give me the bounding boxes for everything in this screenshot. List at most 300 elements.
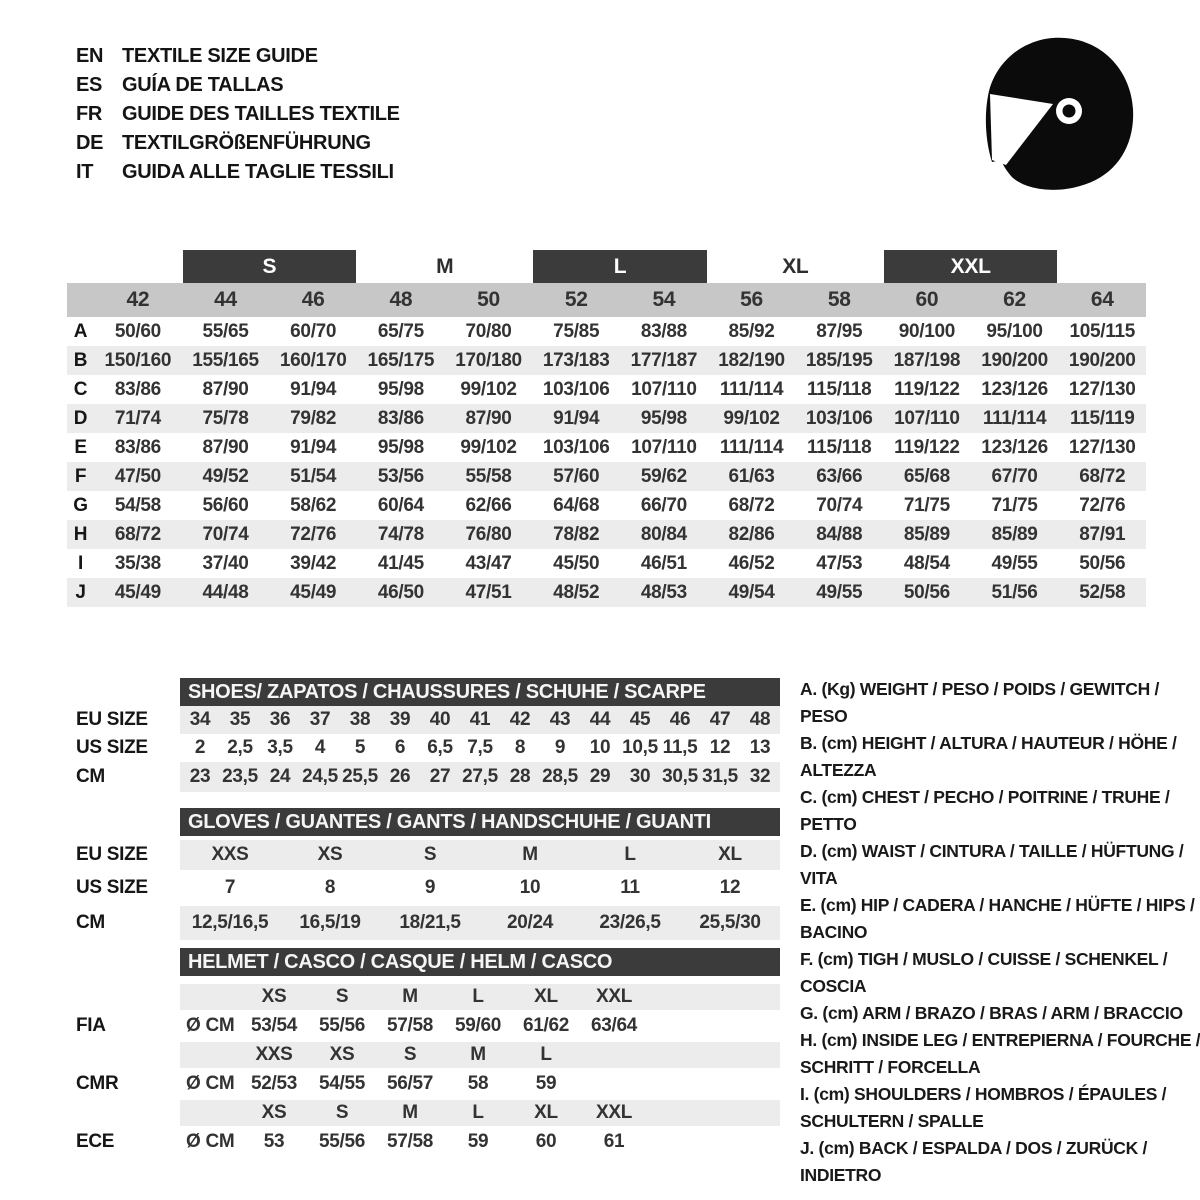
size-value: 107/110 (631, 378, 697, 400)
row-letter: C (73, 378, 88, 400)
size-value: 76/80 (465, 523, 512, 545)
size-value: 43/47 (465, 552, 512, 574)
legend-item: B. (cm) HEIGHT / ALTURA / HAUTEUR / HÖHE / ALTEZZA (800, 733, 1177, 780)
row-label: US SIZE (76, 737, 148, 758)
size-value: 52/53 (250, 1073, 298, 1094)
row-letter: H (73, 523, 88, 545)
size-value: 50/60 (114, 320, 161, 342)
legend-item: J. (cm) BACK / ESPALDA / DOS / ZURÜCK / INDIETRO (800, 1138, 1148, 1185)
size-value: 48 (749, 709, 771, 730)
size-value: 111/114 (719, 378, 784, 400)
size-value: 8 (514, 737, 526, 758)
size-value: 99/102 (460, 436, 517, 458)
size-value: 28 (509, 766, 531, 787)
size-value: 3,5 (267, 737, 293, 758)
size-value: 37 (309, 709, 331, 730)
size-value: 42 (509, 709, 531, 730)
size-value: 59/60 (454, 1015, 502, 1036)
language-code: IT (76, 161, 94, 183)
size-value: 78/82 (553, 523, 600, 545)
size-group-xl: XL (782, 254, 809, 278)
helmet-size-header: XS (261, 986, 287, 1007)
racing-helmet-icon (975, 33, 1140, 198)
language-code: FR (76, 103, 103, 125)
measurement-legend (800, 676, 1200, 1189)
size-value: 9 (554, 737, 566, 758)
language-code: DE (76, 132, 104, 154)
size-value: 70/74 (202, 523, 249, 545)
size-value: 115/119 (1069, 407, 1135, 429)
size-value: 95/98 (377, 436, 424, 458)
size-value: 60/64 (377, 494, 424, 516)
size-value: M (522, 844, 538, 865)
size-value: 41 (469, 709, 491, 730)
size-value: 87/91 (1079, 523, 1126, 545)
size-value: 49/52 (202, 465, 249, 487)
size-number-header-row (67, 283, 1146, 317)
size-value: 25,5/30 (699, 912, 761, 933)
size-group-m: M (436, 254, 454, 278)
size-value: 63/64 (590, 1015, 638, 1036)
size-group-xxl: XXL (884, 250, 1057, 283)
size-value: 61/62 (522, 1015, 570, 1036)
size-value: 27,5 (462, 766, 498, 787)
size-value: 18/21,5 (399, 912, 461, 933)
size-value: 74/78 (377, 523, 424, 545)
size-value: 185/195 (805, 349, 873, 371)
size-value: 29 (589, 766, 611, 787)
size-value: 80/84 (640, 523, 687, 545)
row-label: CM (76, 912, 105, 933)
standard-label: FIA (76, 1015, 106, 1036)
size-value: 115/118 (806, 378, 872, 400)
size-value: 7 (224, 877, 236, 898)
legend-item: E. (cm) HIP / CADERA / HANCHE / HÜFTE / HIPS / BACINO (800, 895, 1195, 942)
size-value: 64/68 (553, 494, 600, 516)
size-value: 57/58 (386, 1015, 434, 1036)
size-value: 68/72 (728, 494, 775, 516)
size-value: 72/76 (290, 523, 337, 545)
helmet-size-header: M (402, 986, 418, 1007)
size-value: 56/57 (386, 1073, 434, 1094)
size-value: 150/160 (104, 349, 172, 371)
row-letter: G (73, 494, 88, 516)
helmet-size-header-row (76, 1042, 786, 1068)
size-value: 87/90 (202, 436, 249, 458)
size-value: 95/98 (377, 378, 424, 400)
size-value: 70/74 (816, 494, 863, 516)
size-value: 25,5 (342, 766, 378, 787)
size-value: 85/89 (903, 523, 950, 545)
language-row (76, 129, 400, 158)
measurement-rows (67, 317, 1146, 607)
size-column-header: 46 (301, 288, 325, 311)
size-value: 8 (324, 877, 336, 898)
measurement-row (67, 549, 1146, 578)
size-value: 91/94 (553, 407, 600, 429)
language-code: EN (76, 45, 104, 67)
language-row (76, 158, 400, 187)
size-value: 91/94 (290, 378, 337, 400)
size-value: 10 (519, 877, 541, 898)
legend-item: I. (cm) SHOULDERS / HOMBROS / ÉPAULES / SCHULTERN / SPALLE (800, 1084, 1167, 1131)
size-value: 7,5 (467, 737, 493, 758)
size-value: XL (718, 844, 742, 865)
size-value: 59 (467, 1131, 489, 1152)
size-value: 57/58 (386, 1131, 434, 1152)
size-value: 60 (535, 1131, 557, 1152)
size-value: 59/62 (640, 465, 687, 487)
size-value: 50/56 (1079, 552, 1126, 574)
clothing-size-table (67, 250, 1146, 607)
size-value: 68/72 (114, 523, 161, 545)
gloves-rows (76, 840, 786, 940)
helmet-section (76, 948, 786, 1158)
language-title-list (76, 42, 400, 187)
size-value: 54/55 (318, 1073, 366, 1094)
size-value: 12 (709, 737, 731, 758)
size-value: 45 (629, 709, 651, 730)
helmet-size-header: L (540, 1044, 552, 1065)
measurement-row (67, 462, 1146, 491)
unit-label: Ø CM (186, 1073, 235, 1094)
size-value: 35/38 (114, 552, 161, 574)
size-value: 23/26,5 (599, 912, 661, 933)
size-value: 111/114 (719, 436, 784, 458)
legend-item: A. (Kg) WEIGHT / PESO / POIDS / GEWITCH / PESO (800, 679, 1160, 726)
size-value: 79/82 (290, 407, 337, 429)
standard-label: ECE (76, 1131, 115, 1152)
size-value: 46/51 (640, 552, 687, 574)
size-value: 107/110 (631, 436, 697, 458)
helmet-value-row (76, 1068, 786, 1100)
size-value: 51/54 (290, 465, 337, 487)
size-value: XS (317, 844, 343, 865)
size-value: 47/50 (114, 465, 161, 487)
row-label: EU SIZE (76, 844, 148, 865)
size-value: 99/102 (460, 378, 517, 400)
size-value: 23,5 (222, 766, 258, 787)
size-value: 53 (263, 1131, 285, 1152)
size-value: 123/126 (981, 378, 1048, 400)
size-value: 103/106 (805, 407, 873, 429)
size-value: 37/40 (202, 552, 249, 574)
row-letter: F (74, 465, 87, 487)
size-value: 91/94 (290, 436, 337, 458)
measurement-row (67, 404, 1146, 433)
size-value: 75/85 (553, 320, 600, 342)
size-value: 6 (394, 737, 406, 758)
size-value: 61 (603, 1131, 625, 1152)
size-value: 127/130 (1068, 378, 1136, 400)
size-value: 187/198 (893, 349, 961, 371)
size-value: 51/56 (991, 581, 1038, 603)
measurement-row (67, 433, 1146, 462)
size-value: 75/78 (202, 407, 249, 429)
size-value: 87/90 (465, 407, 512, 429)
row-letter: D (73, 407, 88, 429)
size-value: 63/66 (816, 465, 863, 487)
size-value: 54/58 (114, 494, 161, 516)
size-value: 177/187 (630, 349, 698, 371)
measurement-row (67, 375, 1146, 404)
size-value: 95/100 (986, 320, 1043, 342)
size-column-header: 62 (1003, 288, 1026, 311)
size-value: 2,5 (227, 737, 253, 758)
size-value: S (423, 844, 437, 865)
language-row (76, 71, 400, 100)
legend-item: H. (cm) INSIDE LEG / ENTREPIERNA / FOURCHE / SCHRITT / FORCELLA (800, 1030, 1200, 1077)
helmet-size-header-row (76, 984, 786, 1010)
size-value: 71/75 (903, 494, 950, 516)
helmet-rows (76, 984, 786, 1158)
size-value: 170/180 (455, 349, 522, 371)
size-value: 46/50 (377, 581, 424, 603)
row-band (180, 1100, 780, 1126)
visor-pivot-dot (1063, 105, 1076, 118)
shoes-row (76, 762, 786, 792)
size-value: 55/56 (318, 1131, 366, 1152)
standard-label: CMR (76, 1073, 119, 1094)
size-value: 53/56 (377, 465, 424, 487)
helmet-size-header: S (403, 1044, 417, 1065)
size-column-header: 42 (126, 288, 150, 311)
size-value: 71/75 (991, 494, 1038, 516)
size-value: 41/45 (377, 552, 424, 574)
shoes-row (76, 734, 786, 762)
size-value: 11,5 (662, 737, 698, 758)
helmet-size-header: XL (534, 1102, 558, 1123)
size-value: 111/114 (982, 407, 1047, 429)
unit-label: Ø CM (186, 1015, 235, 1036)
size-value: 65/75 (377, 320, 424, 342)
row-band (180, 762, 780, 792)
gloves-title-bar: GLOVES / GUANTES / GANTS / HANDSCHUHE / GUANTI (180, 808, 780, 836)
size-value: 49/55 (816, 581, 863, 603)
shoes-row (76, 706, 786, 734)
size-value: 83/86 (377, 407, 424, 429)
row-label: EU SIZE (76, 709, 148, 730)
size-value: 190/200 (981, 349, 1048, 371)
size-value: 56/60 (202, 494, 249, 516)
size-value: 48/54 (903, 552, 950, 574)
row-label: US SIZE (76, 877, 148, 898)
helmet-size-header: L (472, 986, 484, 1007)
size-value: 87/95 (816, 320, 863, 342)
size-value: 119/122 (894, 378, 960, 400)
size-column-header: 44 (214, 288, 237, 311)
measurement-row (67, 578, 1146, 607)
size-value: 103/106 (542, 436, 610, 458)
size-value: 84/88 (816, 523, 863, 545)
size-value: 65/68 (903, 465, 950, 487)
size-value: 13 (749, 737, 771, 758)
size-value: 165/175 (367, 349, 435, 371)
size-value: 61/63 (728, 465, 775, 487)
shoes-section (76, 678, 786, 792)
shoes-rows (76, 706, 786, 792)
size-value: 115/118 (806, 436, 872, 458)
size-value: 68/72 (1079, 465, 1126, 487)
size-value: 45/49 (290, 581, 337, 603)
size-value: 62/66 (465, 494, 512, 516)
size-value: 24,5 (302, 766, 338, 787)
size-value: 6,5 (427, 737, 453, 758)
row-letter: A (73, 320, 88, 342)
size-value: 43 (549, 709, 571, 730)
size-value: 59 (535, 1073, 557, 1094)
size-value: 70/80 (465, 320, 512, 342)
size-value: 47/51 (465, 581, 512, 603)
row-band (180, 840, 780, 870)
size-value: 32 (749, 766, 771, 787)
size-value: 44/48 (202, 581, 249, 603)
size-value: 85/92 (728, 320, 775, 342)
size-value: 20/24 (506, 912, 554, 933)
gloves-section (76, 808, 786, 940)
row-band (180, 906, 780, 940)
row-letter: I (78, 552, 83, 574)
measurement-row (67, 317, 1146, 346)
size-value: 10 (589, 737, 611, 758)
language-row (76, 100, 400, 129)
gloves-row (76, 840, 786, 870)
size-value: 58/62 (290, 494, 337, 516)
size-value: 160/170 (279, 349, 347, 371)
size-value: 83/88 (640, 320, 687, 342)
size-value: 105/115 (1069, 320, 1135, 342)
helmet-value-row (76, 1010, 786, 1042)
size-value: 87/90 (202, 378, 249, 400)
helmet-size-header: XXL (595, 986, 633, 1007)
size-value: 35 (229, 709, 251, 730)
size-value: 127/130 (1068, 436, 1136, 458)
size-value: 55/58 (465, 465, 512, 487)
legend-item: F. (cm) TIGH / MUSLO / CUISSE / SCHENKEL / COSCIA (800, 949, 1168, 996)
size-value: 44 (589, 709, 611, 730)
size-value: 27 (429, 766, 451, 787)
size-value: 46/52 (728, 552, 775, 574)
size-value: 50/56 (903, 581, 950, 603)
row-letter: E (74, 436, 87, 458)
size-value: 12,5/16,5 (191, 912, 269, 933)
legend-item: C. (cm) CHEST / PECHO / POITRINE / TRUHE / PETTO (800, 787, 1170, 834)
row-band (180, 1068, 780, 1100)
size-value: 30 (629, 766, 651, 787)
row-band (180, 1010, 780, 1042)
size-value: 4 (314, 737, 326, 758)
size-value: L (624, 844, 636, 865)
size-value: 53/54 (250, 1015, 298, 1036)
size-column-header: 58 (827, 288, 851, 311)
size-value: 85/89 (991, 523, 1038, 545)
size-value: 83/86 (114, 378, 161, 400)
language-row (76, 42, 400, 71)
size-value: 24 (269, 766, 291, 787)
shoes-title-bar: SHOES/ ZAPATOS / CHAUSSURES / SCHUHE / SCARPE (180, 678, 780, 706)
helmet-size-header: S (335, 1102, 349, 1123)
row-letter: J (75, 581, 86, 603)
row-band (180, 734, 780, 762)
guide-title: GUIDE DES TAILLES TEXTILE (122, 103, 400, 125)
size-value: 16,5/19 (299, 912, 361, 933)
row-band (180, 984, 780, 1010)
size-value: 31,5 (702, 766, 738, 787)
unit-label: Ø CM (186, 1131, 235, 1152)
measurement-row (67, 491, 1146, 520)
group-header-spacer (67, 250, 94, 283)
size-value: 71/74 (114, 407, 161, 429)
helmet-size-header: XXL (595, 1102, 633, 1123)
size-value: 23 (189, 766, 211, 787)
size-column-header: 50 (477, 288, 500, 311)
helmet-size-header: L (472, 1102, 484, 1123)
size-value: 11 (620, 877, 640, 898)
size-group-l: L (533, 250, 706, 283)
size-value: 60/70 (290, 320, 337, 342)
size-value: 119/122 (894, 436, 960, 458)
guide-title: GUIDA ALLE TAGLIE TESSILI (122, 161, 394, 183)
legend-item: D. (cm) WAIST / CINTURA / TAILLE / HÜFTUNG / VITA (800, 841, 1184, 888)
legend-item: G. (cm) ARM / BRAZO / BRAS / ARM / BRACCIO (800, 1003, 1183, 1023)
size-value: 48/52 (553, 581, 600, 603)
size-value: 103/106 (542, 378, 610, 400)
helmet-value-row (76, 1126, 786, 1158)
size-value: 10,5 (622, 737, 658, 758)
gloves-row (76, 870, 786, 906)
guide-title: GUÍA DE TALLAS (122, 74, 284, 96)
row-letter: B (73, 349, 88, 371)
guide-title: TEXTILE SIZE GUIDE (122, 45, 318, 67)
size-value: 49/54 (728, 581, 775, 603)
size-column-header: 52 (564, 288, 588, 311)
helmet-size-header-row (76, 1100, 786, 1126)
helmet-size-header: M (402, 1102, 418, 1123)
row-label: CM (76, 766, 105, 787)
row-band (180, 1042, 780, 1068)
group-header-spacer (1059, 250, 1146, 283)
size-value: 83/86 (114, 436, 161, 458)
size-value: 38 (349, 709, 371, 730)
size-value: 12 (719, 877, 741, 898)
helmet-size-header: XS (329, 1044, 355, 1065)
row-band (180, 870, 780, 906)
row-band (180, 706, 780, 734)
size-value: 2 (194, 737, 206, 758)
size-value: 55/56 (318, 1015, 366, 1036)
size-value: 155/165 (192, 349, 259, 371)
size-value: 52/58 (1079, 581, 1126, 603)
size-value: 45/49 (114, 581, 161, 603)
size-value: 36 (269, 709, 291, 730)
size-group-header-row (67, 250, 1146, 283)
size-value: 34 (189, 709, 211, 730)
size-value: 90/100 (898, 320, 956, 342)
size-value: 173/183 (542, 349, 610, 371)
size-value: 47/53 (816, 552, 863, 574)
size-value: 28,5 (542, 766, 578, 787)
size-column-header: 56 (740, 288, 763, 311)
size-value: 9 (424, 877, 436, 898)
size-group-s: S (183, 250, 356, 283)
size-value: 72/76 (1079, 494, 1126, 516)
size-value: 67/70 (991, 465, 1038, 487)
size-value: 55/65 (202, 320, 249, 342)
size-value: 39 (389, 709, 411, 730)
size-value: 190/200 (1068, 349, 1136, 371)
size-column-header: 48 (389, 288, 413, 311)
group-header-spacer (94, 250, 181, 283)
